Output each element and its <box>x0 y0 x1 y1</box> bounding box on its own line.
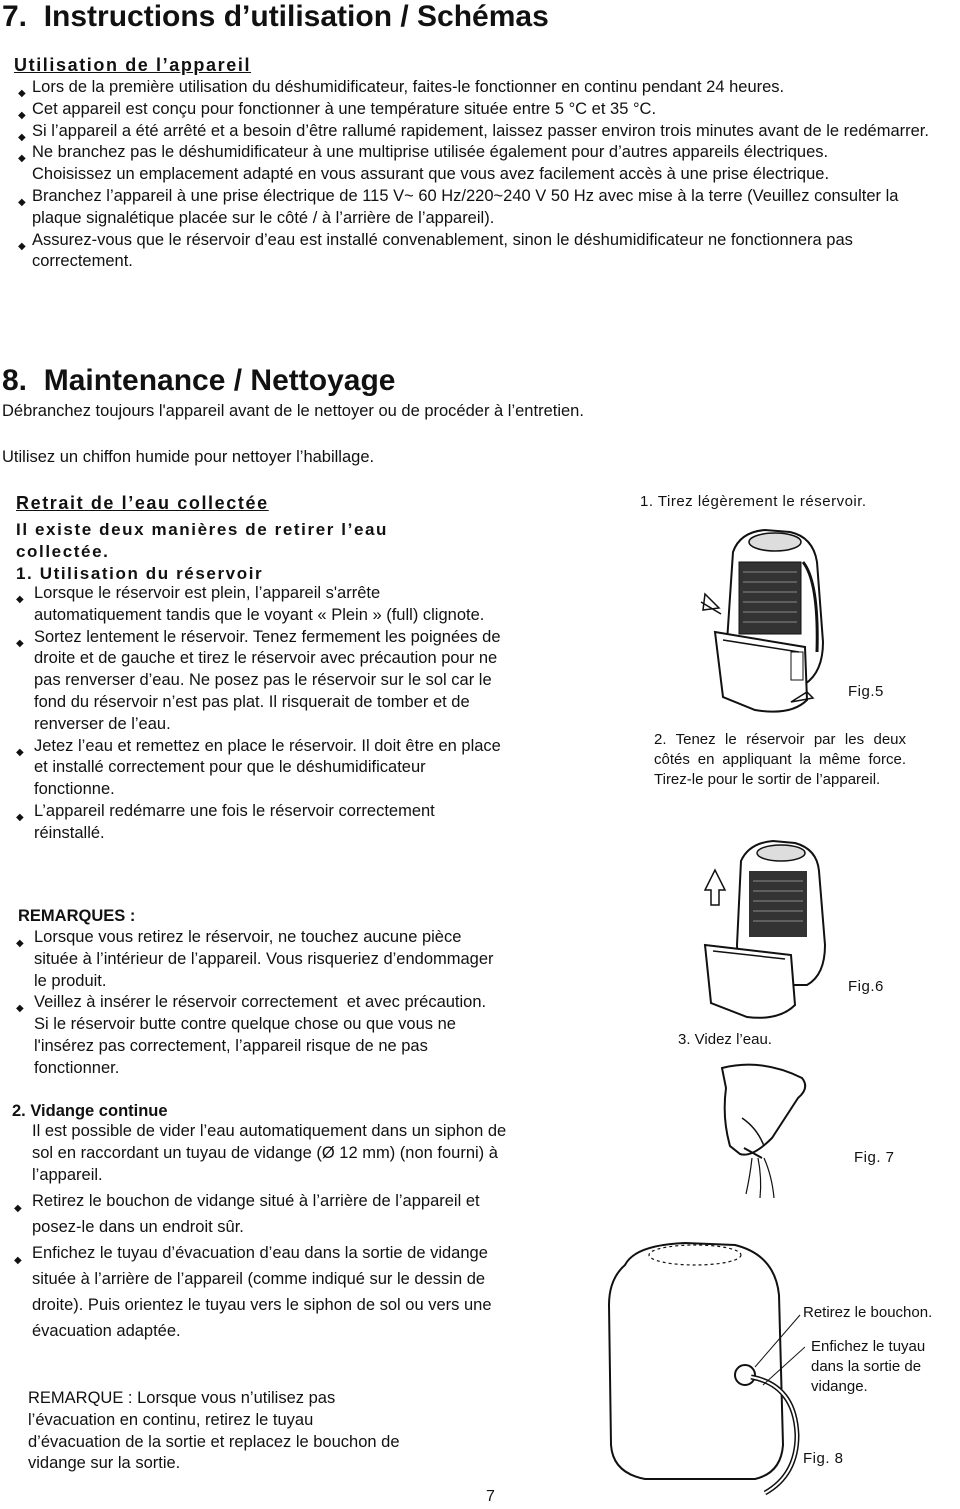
diamond-bullet-icon: ◆ <box>18 196 26 208</box>
section7-bullet-list <box>18 77 933 273</box>
fig8-label: Fig. 8 <box>803 1450 844 1467</box>
remarques-title: REMARQUES : <box>18 907 136 925</box>
fig7-empty-tank-illustration <box>702 1058 832 1208</box>
list-item: ◆ Lorsque vous retirez le réservoir, ne touchez aucune pièce située à l’intérieur de l’appareil. Vous risqueriez d’endommager le produit. <box>16 928 494 990</box>
vidange-bullet-list <box>14 1188 494 1344</box>
diamond-bullet-icon: ◆ <box>16 811 24 823</box>
vidange-remarque: REMARQUE : Lorsque vous n’utilisez pas l’évacuation en continu, retirez le tuyau d’évacuation de la sortie et replacez le bouchon de vidange sur la sortie. <box>28 1389 400 1473</box>
retrait-title: Retrait de l’eau collectée <box>16 493 269 513</box>
fig5-label: Fig.5 <box>848 683 884 700</box>
section8-para1: Débranchez toujours l'appareil avant de le nettoyer ou de procéder à l’entretien. <box>2 402 584 420</box>
fig7-label: Fig. 7 <box>854 1149 895 1166</box>
diamond-bullet-icon: ◆ <box>16 746 24 758</box>
diamond-bullet-icon: ◆ <box>16 938 24 949</box>
method1-title: 1. Utilisation du réservoir <box>16 564 264 583</box>
list-item: ◆ Si l’appareil a été arrêté et a besoin d’être rallumé rapidement, laissez passer environ trois minutes avant de le redémarrer. <box>18 121 933 143</box>
diamond-bullet-icon: ◆ <box>16 594 24 605</box>
diamond-bullet-icon: ◆ <box>16 1003 24 1015</box>
fig5-dehumidifier-illustration <box>695 522 845 727</box>
vidange-intro: Il est possible de vider l’eau automatiquement dans un siphon de sol en raccordant un tuyau de vidange (Ø 12 mm) (non fourni) à l’appareil. <box>32 1122 507 1184</box>
diamond-bullet-icon: ◆ <box>18 131 26 143</box>
section8-title: 8. Maintenance / Nettoyage <box>2 364 396 397</box>
diamond-bullet-icon: ◆ <box>14 1255 22 1266</box>
step2-caption: 2. Tenez le réservoir par les deux côtés en appliquant la même force. Tirez-le pour le sortir de l’appareil. <box>654 731 906 788</box>
list-item: Choisissez un emplacement adapté en vous assurant que vous avez facilement accès à une prise électrique. <box>32 165 830 184</box>
list-item: ◆ Enfichez le tuyau d’évacuation d’eau dans la sortie de vidange située à l’arrière de l’appareil (comme indiqué sur le dessin de droite). Puis orientez le tuyau vers le siphon de sol ou vers une évacuation adaptée. <box>14 1244 492 1340</box>
remove-plug-label: Retirez le bouchon. <box>803 1304 933 1321</box>
diamond-bullet-icon: ◆ <box>18 153 26 165</box>
section7-subtitle: Utilisation de l’appareil <box>14 55 252 75</box>
step1-caption: 1. Tirez légèrement le réservoir. <box>640 493 867 510</box>
step3-caption: 3. Videz l’eau. <box>678 1031 772 1048</box>
list-item: ◆ Veillez à insérer le réservoir correctement et avec précaution. Si le réservoir butte contre quelque chose ou que vous ne l'insérez pas correctement, l’appareil risque de ne pas fonctionner. <box>16 993 487 1077</box>
insert-hose-label: Enfichez le tuyau dans la sortie de vidange. <box>811 1338 926 1395</box>
remarques-list <box>16 927 501 1080</box>
list-item: ◆ Sortez lentement le réservoir. Tenez fermement les poignées de droite et de gauche et tirez le réservoir avec précaution pour ne pas renverser d’eau. Ne posez pas le réservoir sur le sol car le fond du réservoir n’est pas plat. Il risquerait de tomber et de renverser de l’eau. <box>16 627 501 733</box>
section8-para2: Utilisez un chiffon humide pour nettoyer l’habillage. <box>2 448 375 466</box>
diamond-bullet-icon: ◆ <box>18 88 26 99</box>
diamond-bullet-icon: ◆ <box>14 1203 22 1214</box>
list-item: ◆ Assurez-vous que le réservoir d’eau est installé convenablement, sinon le déshumidificateur ne fonctionnera pas correctement. <box>18 230 853 271</box>
section7-title: 7. Instructions d’utilisation / Schémas <box>2 0 549 33</box>
list-item: ◆ Lorsque le réservoir est plein, l’appareil s'arrête automatiquement tandis que le voyant « Plein » (full) clignote. <box>16 584 485 624</box>
fig8-drain-hose-illustration <box>595 1235 805 1497</box>
list-item: ◆ Ne branchez pas le déshumidificateur à une multiprise utilisée également pour d’autres appareils électriques. <box>18 142 933 164</box>
list-item: ◆ L’appareil redémarre une fois le réservoir correctement réinstallé. <box>16 801 435 842</box>
list-item: ◆ Jetez l’eau et remettez en place le réservoir. Il doit être en place et installé correctement pour que le déshumidificateur fonctionne. <box>16 736 501 799</box>
diamond-bullet-icon: ◆ <box>16 637 24 649</box>
diamond-bullet-icon: ◆ <box>18 109 26 121</box>
page-number: 7 <box>486 1488 495 1505</box>
list-item: ◆ Lors de la première utilisation du déshumidificateur, faites-le fonctionner en continu pendant 24 heures. <box>18 77 933 99</box>
diamond-bullet-icon: ◆ <box>18 240 26 252</box>
list-item: ◆ Retirez le bouchon de vidange situé à l’arrière de l’appareil et posez-le dans un endroit sûr. <box>14 1192 480 1236</box>
fig6-label: Fig.6 <box>848 978 884 995</box>
fig6-dehumidifier-illustration <box>695 835 845 1035</box>
retrait-bullet-list <box>16 583 501 845</box>
list-item: ◆ Branchez l’appareil à une prise électrique de 115 V~ 60 Hz/220~240 V 50 Hz avec mise à la terre (Veuillez consulter la plaque signalétique placée sur le côté / à l’arrière de l’appareil). <box>18 186 899 227</box>
retrait-intro: Il existe deux manières de retirer l’eau collectée. <box>16 520 389 561</box>
vidange-title: 2. Vidange continue <box>12 1102 168 1120</box>
list-item: ◆ Cet appareil est conçu pour fonctionner à une température située entre 5 °C et 35 °C. <box>18 99 933 121</box>
